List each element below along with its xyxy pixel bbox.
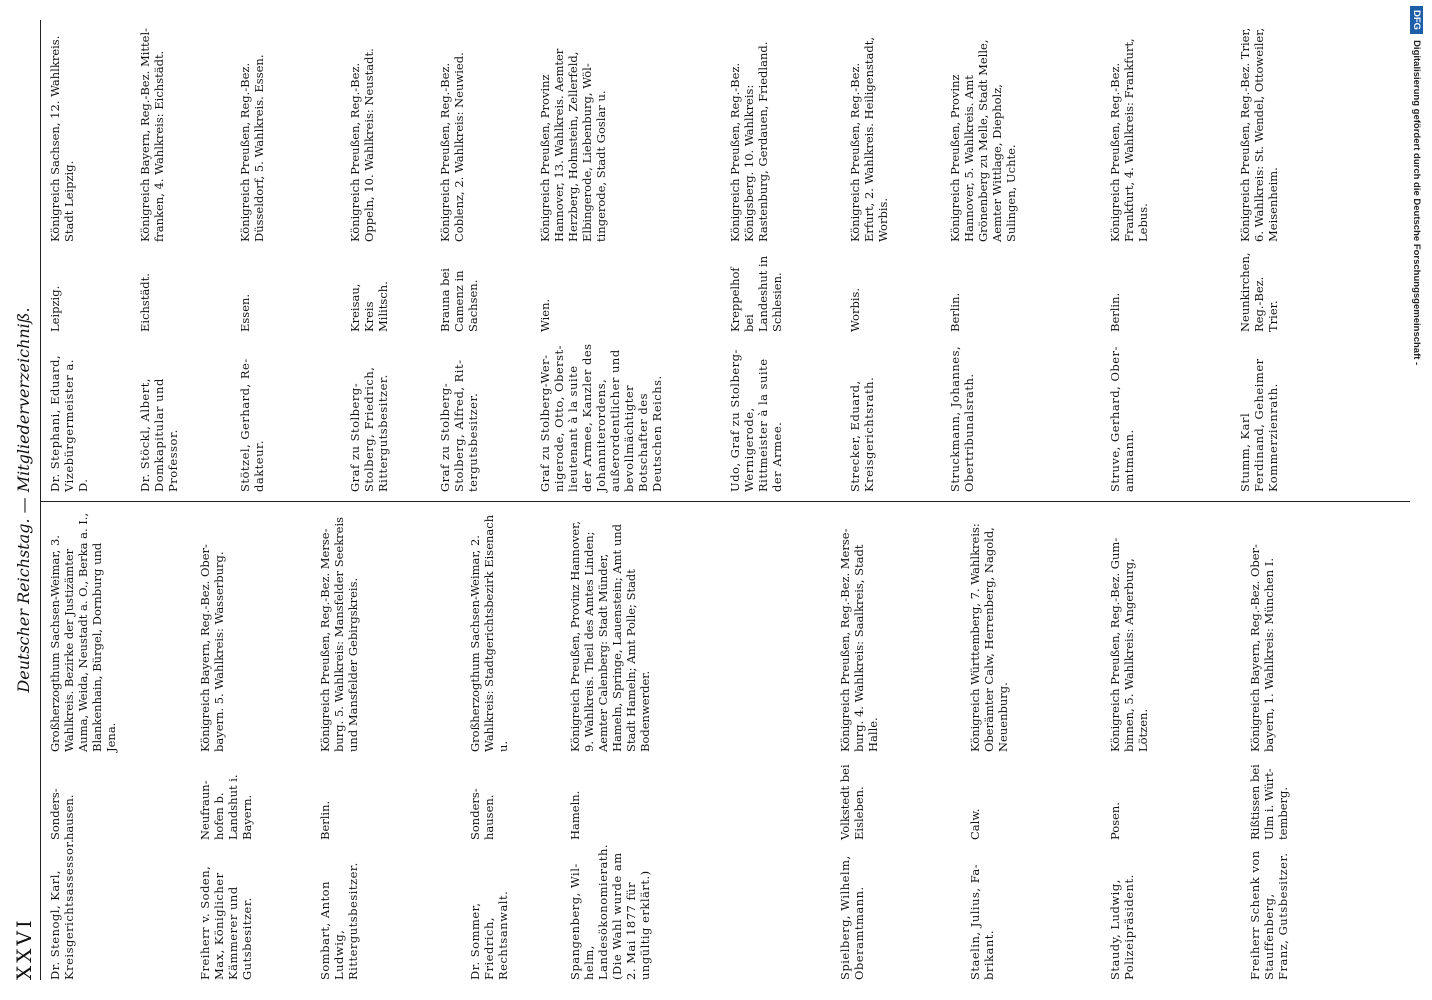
member-constituency: Königreich Preußen, Reg.-Bez. Frankfurt, 4. Wahlkreis: Frankfurt, Lebus. [1108,38,1150,242]
member-constituency: Großherzogthum Sachsen-Weimar, 3. Wahlkreis. Bezirke der Justizämter Auma, Weida, Neustadt a. O., Berka a. I., Blankenhain, Bürgel, Dornburg und Jena. [48,512,118,752]
member-constituency: Königreich Württemberg, 7. Wahlkreis: Oberämter Calw, Herrenberg, Nagold, Neuenburg. [968,523,1010,752]
entry-constituency [138,27,166,242]
member-constituency: Königreich Preußen, Provinz Hannover, 5. Wahlkreis. Amt Grönenberg zu Melle, Stadt Melle, Aemter Wittlage, Diepholz, Sulingen, Uchte. [948,39,1018,242]
entry [568,843,652,980]
member-name: Freiherr v. Soden, Max, Königlicher Kämmerer und Gutsbesitzer. [198,865,254,980]
member-constituency: Königreich Preußen, Reg.-Bez. Oppeln, 10. Wahlkreis: Neustadt. [348,48,376,242]
member-constituency: Königreich Preußen, Reg.-Bez. Erfurt, 2. Wahlkreis. Heiligenstadt, Worbis. [848,37,890,242]
member-residence: Brauna bei Camenz in Sachsen. [438,268,480,332]
member-name: Spangenberg, Wilhelm, Landesökonomierath. (Die Wahl wurde am 2. Mai 1877 für ungültig erklärt.) [568,843,652,980]
entry [198,850,254,980]
member-constituency: Großherzogthum Sachsen-Weimar, 2. Wahlkreis: Stadtgerichtsbezirk Eisenach u. [468,514,510,752]
entry [48,838,76,980]
member-residence: Calw. [968,808,982,840]
member-residence: Wien. [538,298,552,332]
member-constituency: Königreich Sachsen, 12. Wahlkreis. Stadt Leipzig. [48,35,76,242]
entry [468,850,510,980]
page-number: XXVI [12,917,36,980]
member-constituency: Königreich Preußen, Reg.-Bez. Merseburg. 4. Wahlkreis: Saalkreis, Stadt Halle. [838,528,880,752]
member-name: Stötzel, Gerhard, Redakteur. [238,358,266,492]
entry-constituency [1108,27,1150,242]
entry-constituency [48,512,118,752]
member-name: Staudy, Ludwig, Polizeipräsident. [1108,874,1136,980]
member-name: Dr. Stephani, Eduard, Vizebürgermeister a. D. [48,354,90,492]
entry [968,850,996,980]
entry [438,342,480,492]
member-constituency: Königreich Preußen, Provinz Hannover, 9. Wahlkreis. Theil des Amtes Linden; Aemter Calenberg: Stadt Münder, Hameln, Springe, Lauenstein; Amt und Stadt Hameln; Amt Polle; Stadt Bodenwerder. [568,520,652,752]
entry-residence [968,760,982,840]
entry-constituency [198,512,226,752]
entry-residence [948,252,962,332]
member-residence: Posen. [1108,802,1122,840]
entry [1248,850,1290,980]
member-name: Dr. Sommer, Friedrich, Rechtsanwalt. [468,890,510,980]
member-residence: Eichstädt. [138,273,152,332]
entry-constituency [48,27,76,242]
entry [348,342,390,492]
entry [848,342,876,492]
entry-constituency [238,27,266,242]
entry-residence [568,760,582,840]
member-constituency: Königreich Preußen, Reg.-Bez. Gumbinnen, 5. Wahlkreis: Angerburg, Lötzen. [1108,537,1150,752]
entry-constituency [1238,27,1280,242]
entry [538,342,664,492]
entry-residence [198,760,254,840]
entry-residence [468,760,496,840]
entry-residence [138,252,152,332]
member-residence: Kreppelhof bei Landeshut in Schlesien. [728,255,784,332]
member-name: Graf zu Stolberg-Stolberg, Friedrich, Rittergutsbesitzer. [348,366,390,492]
entry-constituency [1248,512,1276,752]
entry-constituency [848,27,890,242]
member-name: Struckmann, Johannes, Obertribunalsrath. [948,345,976,492]
entry-constituency [348,27,376,242]
entry [1108,342,1136,492]
member-name: Staelin, Julius, Fabrikant. [968,864,996,980]
member-name: Dr. Stöckl, Albert, Domkapitular und Professor. [138,377,180,492]
page-header [8,20,38,980]
member-residence: Hameln. [568,790,582,840]
member-name: Freiherr Schenk von Stauffenberg, Franz, Gutsbesitzer. [1248,850,1290,980]
member-name: Spielberg, Wilhelm, Oberamtmann. [838,855,866,980]
member-name: Stumm, Karl Ferdinand, Geheimer Kommerzienrath. [1238,358,1280,492]
member-residence: Rißtissen bei Ulm i. Württemberg. [1248,764,1290,840]
entry-residence [48,252,62,332]
member-constituency: Königreich Bayern, Reg.-Bez. Oberbayern, 1. Wahlkreis: München I. [1248,544,1276,752]
entry-residence [1238,252,1280,332]
member-residence: Neunkirchen, Reg.-Bez. Trier. [1238,252,1280,332]
member-constituency: Königreich Preußen, Reg.-Bez. Merseburg. 5. Wahlkreis: Mansfelder Seekreis und Mansfelder Gebirgskreis. [318,516,360,752]
entry-residence [1248,760,1290,840]
member-residence: Berlin. [318,800,332,840]
member-name: Strecker, Eduard, Kreisgerichtsrath. [848,376,876,492]
member-residence: Essen. [238,293,252,332]
entry [1108,850,1136,980]
entry-constituency [728,27,770,242]
entry [948,342,976,492]
member-residence: Leipzig. [48,285,62,332]
member-residence: Sondershausen. [468,788,496,840]
member-constituency: Königreich Bayern, Reg.-Bez. Oberbayern. 5. Wahlkreis: Wasserburg. [198,544,226,752]
entry-constituency [1108,512,1150,752]
entry-residence [838,760,866,840]
entry-residence [318,760,332,840]
entry-constituency [568,512,652,752]
entry [318,850,360,980]
entry-constituency [318,512,360,752]
member-name: Udo, Graf zu Stolberg-Wernigerode, Rittmeister à la suite der Armee. [728,349,784,492]
entry-residence [1108,760,1122,840]
entry [48,342,90,492]
member-name: Graf zu Stolberg-Stolberg, Alfred, Rittergutsbesitzer. [438,359,480,492]
entry-residence [438,252,480,332]
member-constituency: Königreich Preußen, Reg.-Bez. Königsberg. 10. Wahlkreis: Rastenburg, Gerdauen, Friedland. [728,41,770,242]
entry [1238,342,1280,492]
entry-constituency [948,27,1018,242]
member-name: Struve, Gerhard, Oberamtmann. [1108,346,1136,492]
entry [138,342,180,492]
member-name: Graf zu Stolberg-Wernigerode, Otto, Oberstlieutenant à la suite der Armee, Kanzler des Johanniterordens, außerordentlicher und bevollmächtigter Botschafter des Deutschen Reichs. [538,343,664,492]
entry [838,850,866,980]
entry-residence [48,760,76,840]
entry [728,342,784,492]
entry-residence [848,252,862,332]
member-residence: Volkstedt bei Eisleben. [838,764,866,840]
entry-constituency [538,27,608,242]
member-residence: Sondershausen. [48,788,76,840]
entry-constituency [468,512,510,752]
member-residence: Berlin. [948,292,962,332]
entry-residence [1108,252,1122,332]
entry-residence [238,252,252,332]
member-residence: Worbis. [848,287,862,332]
member-name: Dr. Stenogl, Karl, Kreisgerichtsassessor. [48,838,76,980]
entry-constituency [968,512,1010,752]
member-residence: Kreisau, Kreis Militsch. [348,281,390,332]
digitization-text: Digitalisierung gefördert durch die Deutsche Forschungsgemeinschaft - [1411,40,1422,366]
dfg-logo: DFG [1410,6,1423,34]
member-residence: Neufraunhofen b. Landshut i. Bayern. [198,774,254,840]
entry-residence [348,252,390,332]
member-constituency: Königreich Preußen, Provinz Hannover, 13. Wahlkreis. Aemter Herzberg, Hohnstein, Zellerfeld, Elbingerode, Liebenburg, Wöltingerode, Stadt Goslar u. [538,48,608,242]
entry [238,342,266,492]
member-constituency: Königreich Preußen, Reg.-Bez. Coblenz, 2. Wahlkreis: Neuwied. [438,52,466,242]
header-rule [40,20,41,980]
member-constituency: Königreich Bayern, Reg.-Bez. Mittelfranken, 4. Wahlkreis: Eichstädt. [138,27,166,242]
entry-residence [538,252,552,332]
member-residence: Berlin. [1108,292,1122,332]
page-title: Deutscher Reichstag. — Mitgliederverzeichniß. [14,307,33,693]
entry-constituency [838,512,880,752]
entry-constituency [438,27,466,242]
member-constituency: Königreich Preußen, Reg.-Bez. Düsseldorf, 5. Wahlkreis. Essen. [238,54,266,242]
digitization-note [1411,6,1422,986]
member-name: Sombart, Anton Ludwig, Rittergutsbesitzer. [318,862,360,980]
entry-residence [728,252,784,332]
member-constituency: Königreich Preußen, Reg.-Bez. Trier, 6. Wahlkreis: St. Wendel, Ottoweiler, Meisenheim. [1238,27,1280,242]
column-divider [40,501,1410,502]
